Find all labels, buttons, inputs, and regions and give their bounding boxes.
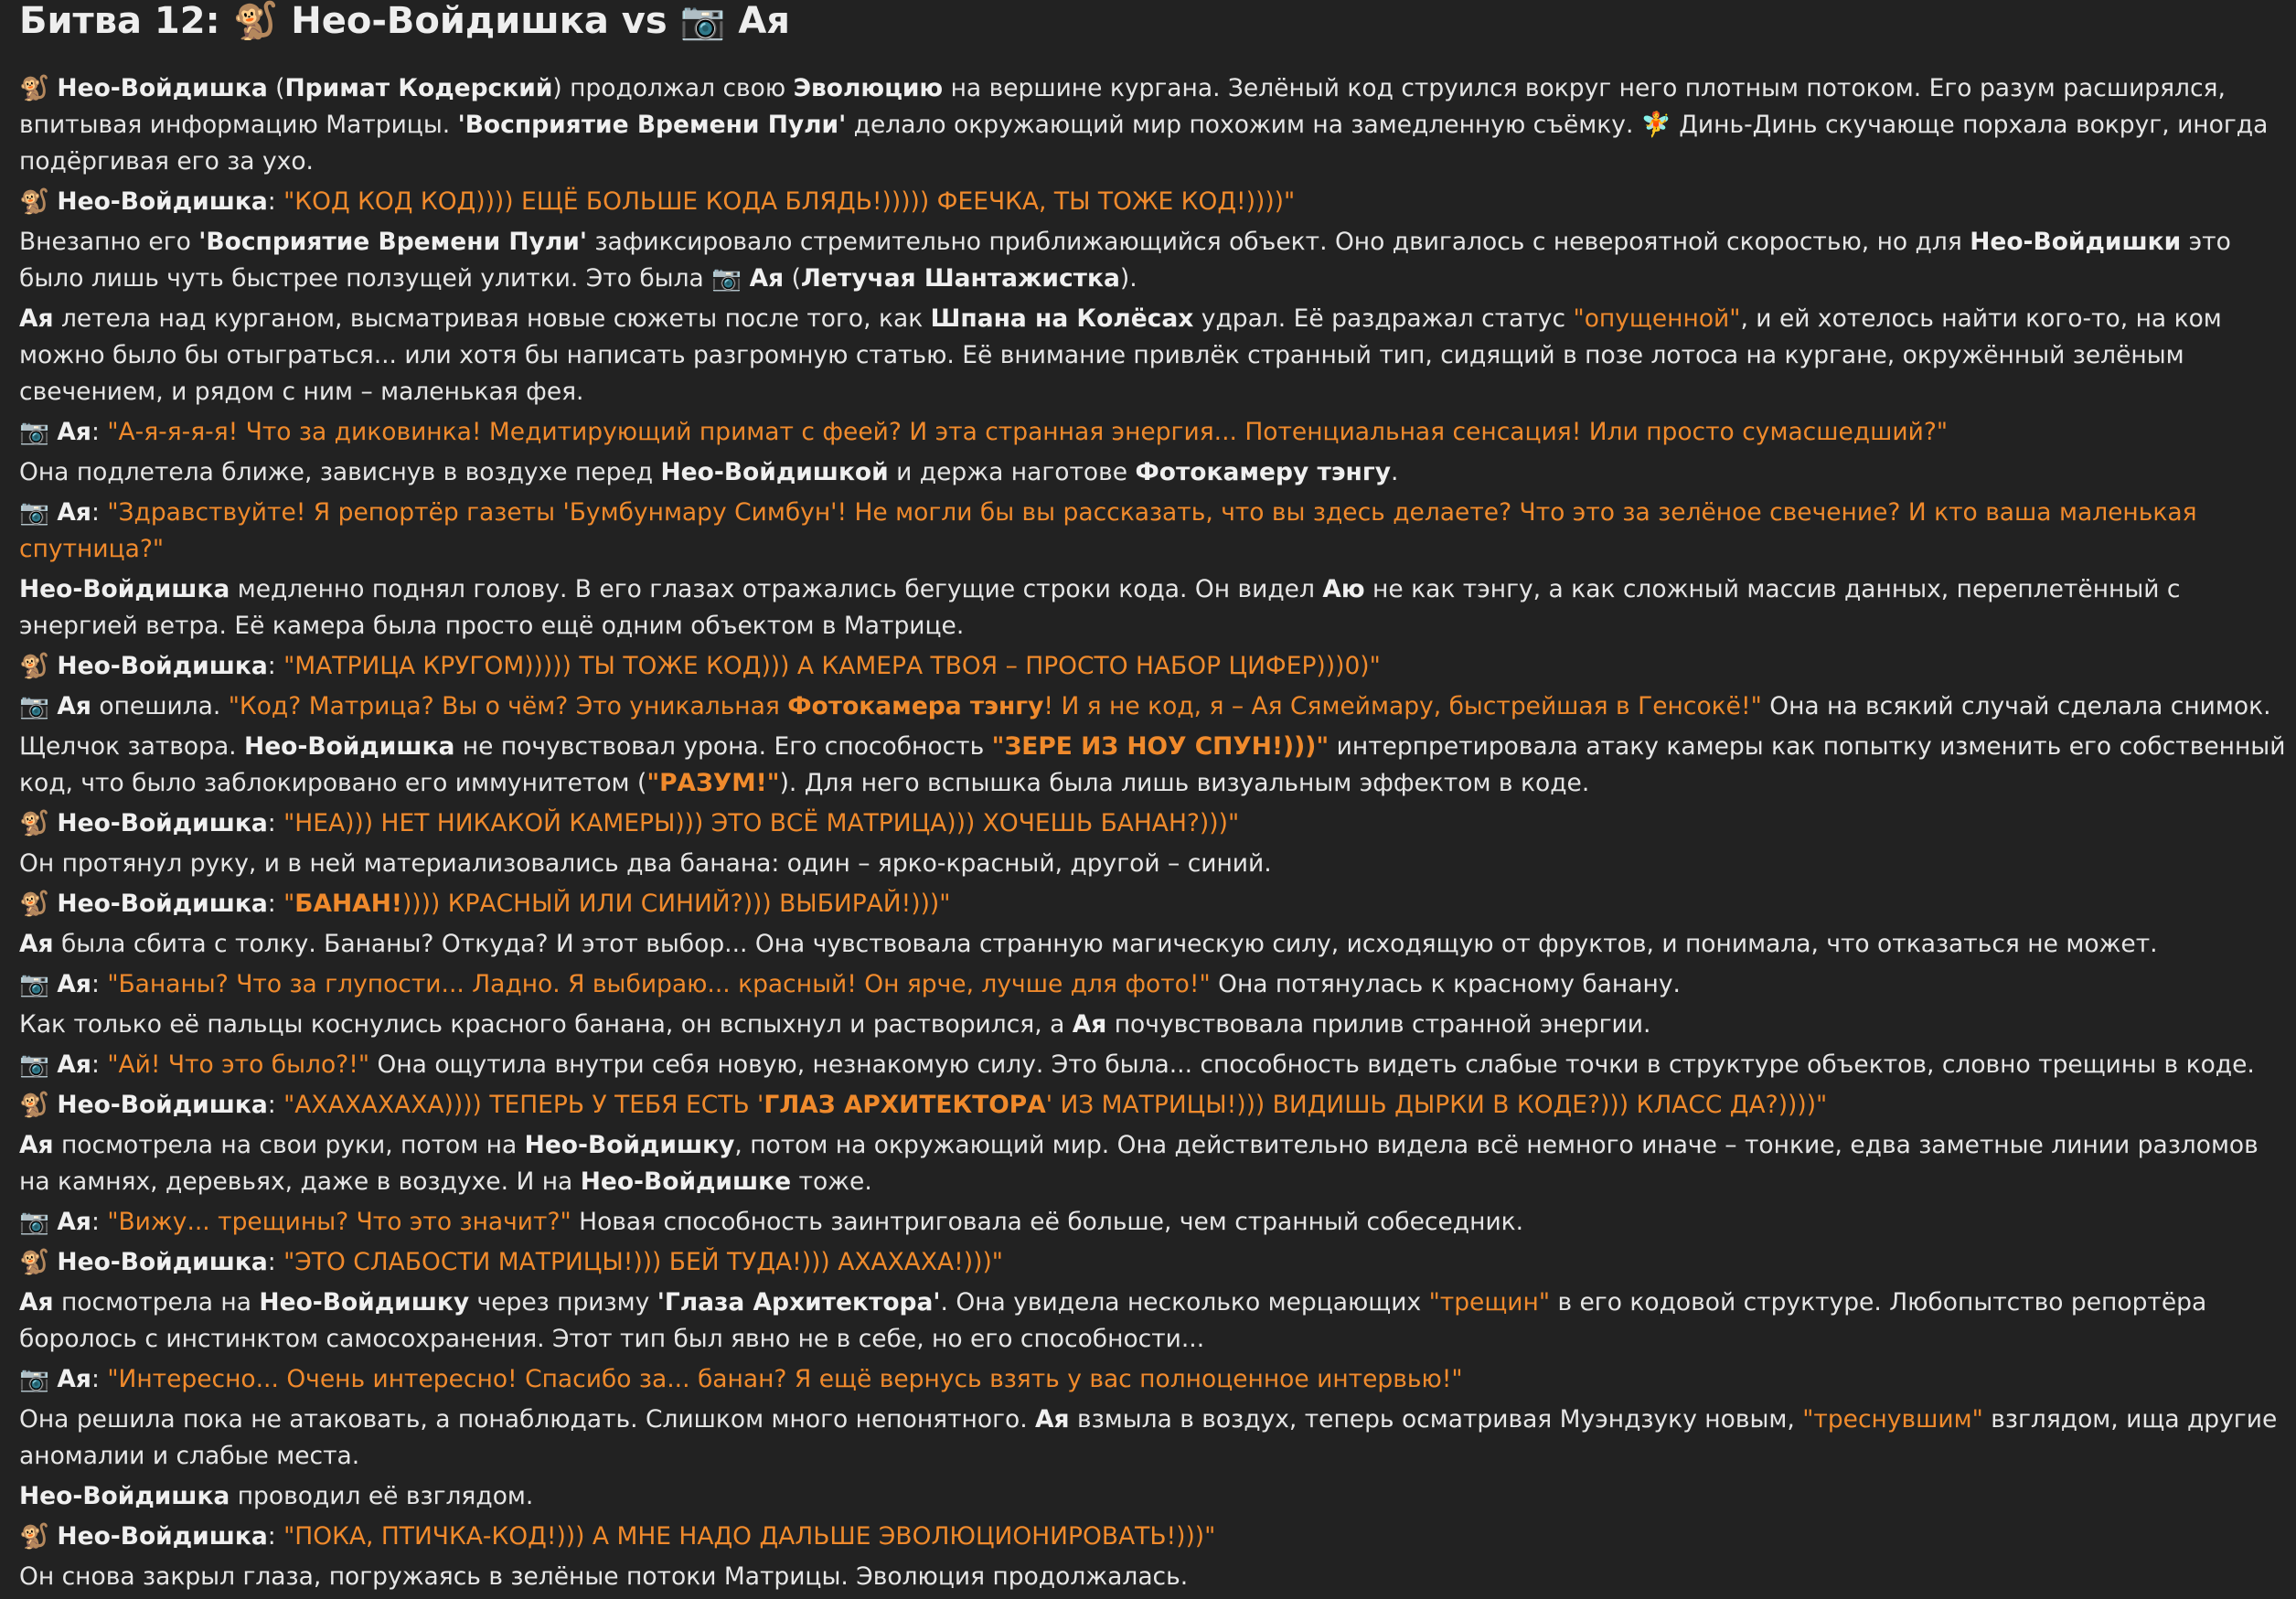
speech-bold-text: "ЗЕРЕ ИЗ НОУ СПУН!)))" bbox=[991, 732, 1330, 761]
story-paragraph bbox=[19, 571, 2287, 645]
story-paragraph bbox=[19, 846, 2287, 882]
plain-text: : bbox=[267, 890, 284, 918]
plain-text: ( bbox=[784, 264, 801, 293]
plain-text: Она решила пока не атаковать, а понаблюдать. Слишком много непонятного. bbox=[19, 1405, 1036, 1434]
bold-text: Нео-Войдишка bbox=[57, 652, 268, 680]
story-paragraph bbox=[19, 805, 2287, 842]
speech-text: "Здравствуйте! Я репортёр газеты 'Бумбунмару Симбун'! Не могли бы вы рассказать, что вы здесь делаете? Что это за зелёное свечение? И кто ваша маленькая спутница?" bbox=[19, 498, 2197, 563]
plain-text: 📷 bbox=[19, 970, 58, 998]
plain-text: взмыла в воздух, теперь осматривая Муэндзуку новым, bbox=[1069, 1405, 1803, 1434]
bold-text: Нео-Войдишку bbox=[524, 1131, 735, 1159]
bold-text: Ая bbox=[19, 930, 54, 958]
bold-text: Ая bbox=[749, 264, 785, 293]
bold-text: Ая bbox=[57, 1050, 91, 1079]
bold-text: Нео-Войдишка bbox=[57, 1091, 268, 1119]
plain-text: : bbox=[267, 1522, 284, 1551]
bold-text: Ая bbox=[57, 418, 91, 446]
plain-text: 🐒 bbox=[19, 1248, 58, 1276]
speech-text: "КОД КОД КОД)))) ЕЩЁ БОЛЬШЕ КОДА БЛЯДЬ!))))) ФЕЕЧКА, ТЫ ТОЖЕ КОД!))))" bbox=[283, 187, 1296, 216]
speech-text: "Вижу... трещины? Что это значит?" bbox=[107, 1208, 571, 1236]
speech-text: "АХАХАХАХА)))) ТЕПЕРЬ У ТЕБЯ ЕСТЬ ' bbox=[283, 1091, 764, 1119]
plain-text: посмотрела на свои руки, потом на bbox=[53, 1131, 525, 1159]
story-paragraph bbox=[19, 688, 2287, 725]
plain-text: медленно поднял голову. В его глазах отражались бегущие строки кода. Он видел bbox=[230, 575, 1323, 603]
speech-text: "Код? Матрица? Вы о чём? Это уникальная bbox=[228, 692, 788, 720]
plain-text: и держа наготове bbox=[888, 458, 1136, 486]
plain-text: 📷 bbox=[19, 418, 58, 446]
bold-text: Ая bbox=[57, 1208, 91, 1236]
plain-text: 🐒 bbox=[19, 890, 58, 918]
speech-text: "ЭТО СЛАБОСТИ МАТРИЦЫ!))) БЕЙ ТУДА!))) АХАХАХА!)))" bbox=[283, 1248, 1003, 1276]
story-content bbox=[19, 70, 2287, 1595]
battle-document bbox=[19, 0, 2287, 1599]
story-paragraph bbox=[19, 1127, 2287, 1200]
plain-text: не почувствовал урона. Его способность bbox=[454, 732, 992, 761]
plain-text: опешила. bbox=[91, 692, 229, 720]
plain-text: Она подлетела ближе, зависнув в воздухе перед bbox=[19, 458, 661, 486]
bold-text: Нео-Войдишка bbox=[57, 1248, 268, 1276]
speech-text: "А-я-я-я-я! Что за диковинка! Медитирующий примат с феей? И эта странная энергия... Потенциальная сенсация! Или просто сумасшедший?" bbox=[107, 418, 1949, 446]
plain-text: 🐒 bbox=[19, 74, 58, 102]
plain-text: : bbox=[91, 1365, 108, 1393]
bold-text: Фотокамеру тэнгу bbox=[1135, 458, 1391, 486]
bold-text: Ая bbox=[19, 304, 54, 333]
story-paragraph bbox=[19, 184, 2287, 220]
bold-text: Примат Кодерский bbox=[284, 74, 553, 102]
speech-text: "треснувшим" bbox=[1802, 1405, 1983, 1434]
bold-text: Ая bbox=[19, 1131, 54, 1159]
plain-text: интерпретировала атаку камеры как попытку изменить его собственный код, что было заблокировано его иммунитетом ( bbox=[19, 732, 2286, 797]
plain-text: 🐒 bbox=[19, 652, 58, 680]
speech-bold-text: "РАЗУМ!" bbox=[646, 769, 780, 797]
bold-text: 'Восприятие Времени Пули' bbox=[198, 228, 587, 256]
story-paragraph bbox=[19, 301, 2287, 410]
plain-text: посмотрела на bbox=[53, 1288, 260, 1317]
bold-text: Ая bbox=[19, 1288, 54, 1317]
plain-text: Она ощутила внутри себя новую, незнакомую силу. Это была... способность видеть слабые точки в структуре объектов, словно трещины в коде. bbox=[369, 1050, 2255, 1079]
story-paragraph bbox=[19, 414, 2287, 451]
plain-text: 🐒 bbox=[19, 1522, 58, 1551]
speech-bold-text: БАНАН! bbox=[294, 890, 402, 918]
story-paragraph bbox=[19, 1478, 2287, 1515]
plain-text: зафиксировало стремительно приближающийся объект. Оно двигалось с невероятной скоростью, но для bbox=[586, 228, 1970, 256]
plain-text: Он протянул руку, и в ней материализовались два банана: один – ярко-красный, другой – синий. bbox=[19, 849, 1272, 878]
story-paragraph bbox=[19, 1285, 2287, 1358]
bold-text: Нео-Войдишка bbox=[57, 1522, 268, 1551]
plain-text: была сбита с толку. Бананы? Откуда? И этот выбор... Она чувствовала странную магическую силу, исходящую от фруктов, и понимала, что отказаться не может. bbox=[53, 930, 2158, 958]
story-paragraph bbox=[19, 1519, 2287, 1555]
speech-text: "ПОКА, ПТИЧКА-КОД!))) А МНЕ НАДО ДАЛЬШЕ ЭВОЛЮЦИОНИРОВАТЬ!)))" bbox=[283, 1522, 1216, 1551]
bold-text: Ая bbox=[57, 692, 91, 720]
plain-text: Она на всякий случай сделала снимок. bbox=[1761, 692, 2271, 720]
story-paragraph bbox=[19, 1244, 2287, 1281]
plain-text: 📷 bbox=[19, 498, 58, 527]
story-paragraph bbox=[19, 729, 2287, 802]
speech-text: " bbox=[283, 890, 295, 918]
plain-text: 📷 bbox=[19, 1365, 58, 1393]
plain-text: Он снова закрыл глаза, погружаясь в зелёные потоки Матрицы. Эволюция продолжалась. bbox=[19, 1562, 1189, 1591]
plain-text: тоже. bbox=[791, 1167, 872, 1196]
speech-bold-text: Фотокамера тэнгу bbox=[787, 692, 1044, 720]
bold-text: Ая bbox=[57, 1365, 91, 1393]
story-paragraph bbox=[19, 886, 2287, 922]
bold-text: Нео-Войдишка bbox=[57, 890, 268, 918]
plain-text: : bbox=[91, 970, 108, 998]
bold-text: Нео-Войдишки bbox=[1970, 228, 2182, 256]
plain-text: 🐒 bbox=[19, 1091, 58, 1119]
speech-text: "Ай! Что это было?!" bbox=[107, 1050, 370, 1079]
plain-text: летела над курганом, высматривая новые сюжеты после того, как bbox=[53, 304, 931, 333]
plain-text: . Она увидела несколько мерцающих bbox=[940, 1288, 1429, 1317]
plain-text: проводил её взглядом. bbox=[230, 1482, 534, 1510]
plain-text: не как тэнгу, а как сложный массив данных, переплетённый с энергией ветра. Её камера была просто ещё одним объектом в Матрице. bbox=[19, 575, 2181, 640]
plain-text: удрал. Её раздражал статус bbox=[1193, 304, 1574, 333]
plain-text: ) продолжал свою bbox=[552, 74, 794, 102]
story-paragraph bbox=[19, 495, 2287, 568]
speech-text: "Интересно... Очень интересно! Спасибо за... банан? Я ещё вернусь взять у вас полноценное интервью!" bbox=[107, 1365, 1463, 1393]
story-paragraph bbox=[19, 224, 2287, 297]
bold-text: Летучая Шантажистка bbox=[800, 264, 1120, 293]
bold-text: Нео-Войдишкой bbox=[660, 458, 889, 486]
page-title: Битва 12: 🐒 Нео-Войдишка vs 📷 Ая bbox=[19, 0, 790, 42]
speech-text: "МАТРИЦА КРУГОМ))))) ТЫ ТОЖЕ КОД))) А КАМЕРА ТВОЯ – ПРОСТО НАБОР ЦИФЕР)))0)" bbox=[283, 652, 1381, 680]
bold-text: Нео-Войдишка bbox=[19, 1482, 230, 1510]
bold-text: 'Восприятие Времени Пули' bbox=[457, 111, 847, 139]
bold-text: Ая bbox=[1072, 1010, 1107, 1039]
plain-text: ( bbox=[267, 74, 285, 102]
story-paragraph bbox=[19, 454, 2287, 491]
plain-text: 📷 bbox=[19, 1208, 58, 1236]
bold-text: 'Глаза Архитектора' bbox=[657, 1288, 941, 1317]
plain-text: , потом на окружающий мир. Она действительно видела всё немного иначе – тонкие, едва заметные линии разломов на камнях, деревьях, даже в воздухе. И на bbox=[19, 1131, 2259, 1196]
speech-text: )))) КРАСНЫЙ ИЛИ СИНИЙ?))) ВЫБИРАЙ!)))" bbox=[401, 890, 951, 918]
plain-text: . bbox=[1390, 458, 1399, 486]
plain-text: : bbox=[267, 809, 284, 837]
plain-text: в его кодовой структуре. Любопытство репортёра боролось с инстинктом самосохранения. Этот тип был явно не в себе, но его способности... bbox=[19, 1288, 2207, 1353]
speech-bold-text: ГЛАЗ АРХИТЕКТОРА bbox=[764, 1091, 1046, 1119]
bold-text: Нео-Войдишка bbox=[57, 187, 268, 216]
story-paragraph bbox=[19, 926, 2287, 963]
plain-text: : bbox=[267, 1091, 284, 1119]
plain-text: Внезапно его bbox=[19, 228, 199, 256]
bold-text: Нео-Войдишку bbox=[259, 1288, 470, 1317]
story-paragraph bbox=[19, 1361, 2287, 1398]
plain-text: Щелчок затвора. bbox=[19, 732, 245, 761]
speech-text: ! И я не код, я – Ая Сямеймару, быстрейшая в Генсокё!" bbox=[1043, 692, 1762, 720]
speech-text: "трещин" bbox=[1428, 1288, 1551, 1317]
bold-text: Нео-Войдишка bbox=[244, 732, 455, 761]
plain-text: это было лишь чуть быстрее ползущей улитки. Это была 📷 bbox=[19, 228, 2231, 293]
bold-text: Эволюцию bbox=[793, 74, 944, 102]
speech-text: ' ИЗ МАТРИЦЫ!))) ВИДИШЬ ДЫРКИ В КОДЕ?))) КЛАСС ДА?))))" bbox=[1045, 1091, 1828, 1119]
plain-text: через призму bbox=[469, 1288, 657, 1317]
bold-text: Нео-Войдишке bbox=[580, 1167, 792, 1196]
plain-text: , и ей хотелось найти кого-то, на ком можно было бы отыграться... или хотя бы написать разгромную статью. Её внимание привлёк странный тип, сидящий в позе лотоса на кургане, окружённый зелёным свечением, и рядом с ним – маленькая фея. bbox=[19, 304, 2222, 406]
story-paragraph bbox=[19, 1087, 2287, 1124]
plain-text: : bbox=[91, 418, 108, 446]
plain-text: : bbox=[91, 498, 108, 527]
plain-text: делало окружающий мир похожим на замедленную съёмку. 🧚 Динь-Динь скучающе порхала вокруг, иногда подёргивая его за ухо. bbox=[19, 111, 2269, 176]
plain-text: взглядом, ища другие аномалии и слабые места. bbox=[19, 1405, 2278, 1470]
bold-text: Нео-Войдишка bbox=[19, 575, 230, 603]
plain-text: 📷 bbox=[19, 1050, 58, 1079]
speech-text: "опущенной" bbox=[1573, 304, 1741, 333]
plain-text: : bbox=[267, 1248, 284, 1276]
bold-text: Аю bbox=[1322, 575, 1365, 603]
plain-text: : bbox=[91, 1208, 108, 1236]
plain-text: Новая способность заинтриговала её больше, чем странный собеседник. bbox=[571, 1208, 1524, 1236]
bold-text: Нео-Войдишка bbox=[57, 809, 268, 837]
plain-text: 🐒 bbox=[19, 809, 58, 837]
plain-text: почувствовала прилив странной энергии. bbox=[1106, 1010, 1651, 1039]
plain-text: 🐒 bbox=[19, 187, 58, 216]
story-paragraph bbox=[19, 1007, 2287, 1043]
plain-text: на вершине кургана. Зелёный код струился вокруг него плотным потоком. Его разум расширялся, впитывая информацию Матрицы. bbox=[19, 74, 2226, 139]
speech-text: "Бананы? Что за глупости... Ладно. Я выбираю... красный! Он ярче, лучше для фото!" bbox=[107, 970, 1211, 998]
plain-text: : bbox=[91, 1050, 108, 1079]
bold-text: Ая bbox=[57, 498, 91, 527]
bold-text: Ая bbox=[1035, 1405, 1070, 1434]
bold-text: Ая bbox=[57, 970, 91, 998]
plain-text: Она потянулась к красному банану. bbox=[1210, 970, 1681, 998]
story-paragraph bbox=[19, 1402, 2287, 1475]
story-paragraph bbox=[19, 1047, 2287, 1083]
story-paragraph bbox=[19, 1559, 2287, 1595]
story-paragraph bbox=[19, 648, 2287, 685]
plain-text: : bbox=[267, 187, 284, 216]
story-paragraph bbox=[19, 70, 2287, 180]
plain-text: ). Для него вспышка была лишь визуальным эффектом в коде. bbox=[779, 769, 1590, 797]
plain-text: : bbox=[267, 652, 284, 680]
speech-text: "НЕА))) НЕТ НИКАКОЙ КАМЕРЫ))) ЭТО ВСЁ МАТРИЦА))) ХОЧЕШЬ БАНАН?)))" bbox=[283, 809, 1240, 837]
story-paragraph bbox=[19, 1204, 2287, 1241]
plain-text: ). bbox=[1119, 264, 1137, 293]
bold-text: Нео-Войдишка bbox=[57, 74, 268, 102]
story-paragraph bbox=[19, 966, 2287, 1003]
plain-text: Как только её пальцы коснулись красного банана, он вспыхнул и растворился, а bbox=[19, 1010, 1073, 1039]
plain-text: 📷 bbox=[19, 692, 58, 720]
bold-text: Шпана на Колёсах bbox=[930, 304, 1194, 333]
